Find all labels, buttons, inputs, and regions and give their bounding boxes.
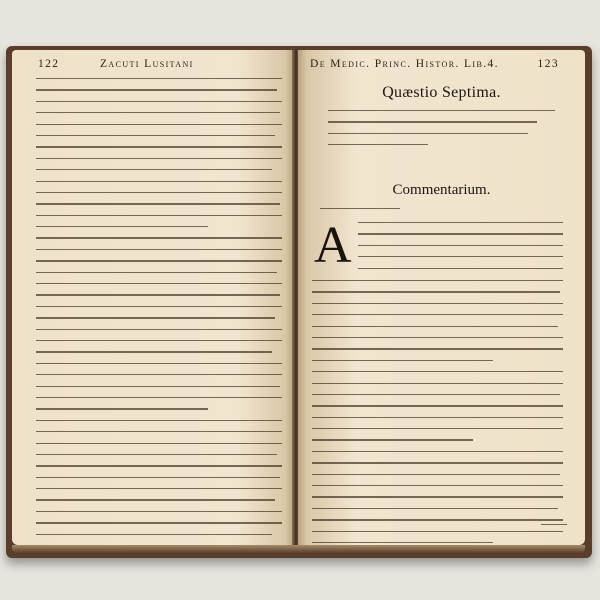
text-line: [36, 488, 282, 489]
text-line: [36, 522, 282, 523]
right-page-text-block: [358, 222, 563, 279]
text-line: [36, 135, 275, 136]
text-line: [328, 110, 555, 111]
text-line: [312, 542, 493, 543]
text-line: [36, 443, 282, 444]
text-line: [312, 280, 563, 281]
text-line: [36, 294, 280, 295]
text-line: [328, 144, 428, 145]
text-line: [312, 394, 560, 395]
text-line: [312, 428, 563, 429]
text-line: [36, 477, 280, 478]
text-line: [312, 531, 563, 532]
text-line: [358, 222, 563, 223]
text-line: [312, 291, 560, 292]
text-line: [36, 203, 280, 204]
left-page-text-block: [36, 78, 282, 545]
text-line: [312, 303, 563, 304]
text-line: [36, 237, 282, 238]
text-line: [36, 124, 282, 125]
text-line: [36, 374, 282, 375]
right-page-text-block: [312, 280, 563, 545]
text-line: [312, 439, 473, 440]
text-line: [36, 431, 282, 432]
text-line: [312, 474, 560, 475]
text-line: [36, 420, 282, 421]
text-line: [312, 451, 563, 452]
text-line: [312, 383, 563, 384]
text-line: [312, 326, 558, 327]
text-line: [36, 499, 275, 500]
book-edge: [12, 545, 585, 553]
section-heading: Commentarium.: [392, 182, 491, 198]
text-line: [36, 386, 280, 387]
text-line: [36, 511, 282, 512]
text-line: [312, 405, 563, 406]
page-number: 122: [38, 58, 60, 70]
text-line: [328, 121, 537, 122]
text-line: [36, 158, 282, 159]
question-title: Quæstio Septima.: [382, 84, 501, 101]
text-line: [312, 371, 563, 372]
text-line: [312, 314, 563, 315]
text-line: [312, 462, 563, 463]
text-line: [36, 397, 282, 398]
question-subtitle: [328, 110, 555, 156]
text-line: [312, 417, 563, 418]
running-head: De Medic. Princ. Histor. Lib.4.: [310, 58, 499, 70]
text-line: [36, 146, 282, 147]
text-line: [312, 360, 493, 361]
text-line: [36, 465, 282, 466]
text-line: [36, 329, 282, 330]
text-line: [36, 272, 277, 273]
text-line: [36, 101, 282, 102]
text-line: [36, 408, 208, 409]
text-line: [36, 260, 282, 261]
text-line: [312, 519, 563, 520]
text-line: [36, 317, 275, 318]
page-number: 123: [537, 58, 559, 70]
text-line: [358, 245, 563, 246]
text-line: [328, 133, 528, 134]
catchword: [541, 524, 567, 535]
text-line: [36, 454, 277, 455]
text-line: [36, 215, 282, 216]
text-line: [36, 249, 282, 250]
text-line: [36, 306, 282, 307]
text-line: [36, 226, 208, 227]
text-line: [36, 283, 282, 284]
text-line: [312, 508, 558, 509]
text-line: [36, 363, 282, 364]
text-line: [358, 256, 563, 257]
text-line: [312, 485, 563, 486]
text-line: [358, 268, 563, 269]
text-line: [36, 351, 272, 352]
text-line: [36, 192, 282, 193]
left-page: [12, 50, 294, 545]
right-page: [298, 50, 585, 545]
text-line: [36, 89, 277, 90]
text-line: [36, 169, 272, 170]
drop-cap-initial: A: [314, 217, 352, 274]
text-line: [36, 78, 282, 79]
text-line: [312, 348, 563, 349]
text-line: [36, 534, 272, 535]
text-line: [358, 233, 563, 234]
text-line: [36, 340, 282, 341]
text-line: [312, 337, 563, 338]
running-head: Zacuti Lusitani: [100, 58, 194, 70]
text-line: [36, 112, 280, 113]
text-line: [312, 496, 563, 497]
text-line: [36, 181, 282, 182]
